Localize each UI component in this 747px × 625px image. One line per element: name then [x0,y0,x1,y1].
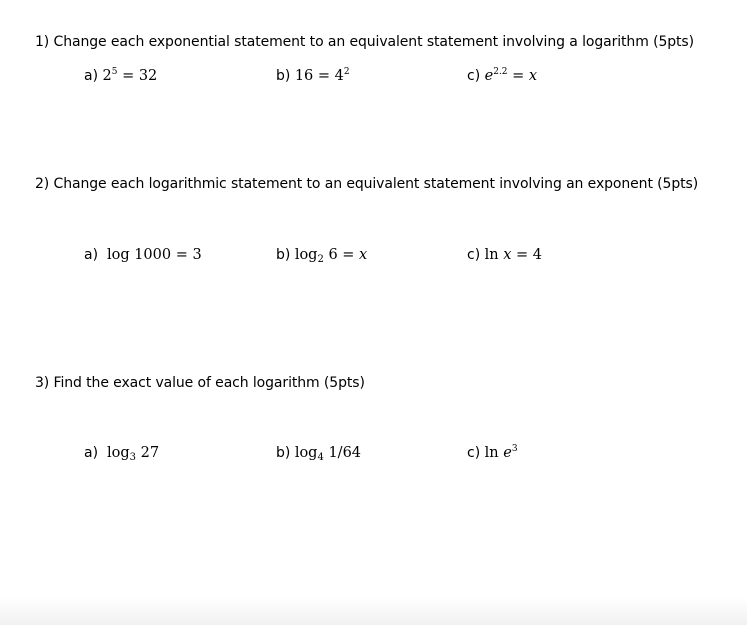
q2-c-fn: ln [484,247,504,263]
q3-item-c [467,445,518,461]
q2-b-rest: 6 = [323,247,360,263]
q2-c-var: x [503,247,512,263]
q1-item-c [467,68,537,84]
q2-a-label: a) [84,247,99,263]
q2-b-fn: log [294,247,318,263]
q3-b-base: 4 [317,452,324,463]
q1-a-rest: = 32 [117,68,158,84]
question-2-title: 2) Change each logarithmic statement to an equivalent statement involving an exponent (5pts) [35,176,699,192]
question-1-title: 1) Change each exponential statement to an equivalent statement involving a logarithm (5pts) [35,34,694,50]
q1-b-label: b) [276,68,291,84]
q3-a-fn: log [106,445,130,461]
q3-c-fn: ln [484,445,504,461]
q2-c-rest: = 4 [511,247,542,263]
q2-a-expression: log 1000 = 3 [106,247,202,263]
q1-b-lhs: 16 = 4 [294,68,344,84]
q3-a-label: a) [84,445,99,461]
q3-c-exponent: 3 [511,444,518,454]
q2-b-var: x [359,247,368,263]
q1-c-label: c) [467,68,481,84]
q1-c-base: e [484,68,494,84]
q3-a-rest: 27 [135,445,160,461]
question-3-title: 3) Find the exact value of each logarithm (5pts) [35,375,365,391]
q3-b-label: b) [276,445,291,461]
q3-b-rest: 1/64 [323,445,362,461]
q2-c-label: c) [467,247,481,263]
q2-item-c [467,247,542,263]
q1-a-exponent: 5 [111,67,118,77]
q1-a-base: 2 [102,68,112,84]
q3-item-b [276,445,361,461]
q3-c-var: e [503,445,512,461]
q2-b-base: 2 [317,254,324,265]
q3-item-a [84,445,159,461]
q1-item-b [276,68,350,84]
q1-c-exponent: 2.2 [493,67,508,77]
q2-item-a [84,247,202,263]
q3-a-base: 3 [129,452,136,463]
q2-item-b [276,247,367,263]
q1-b-exponent: 2 [343,67,350,77]
q2-b-label: b) [276,247,291,263]
q1-item-a [84,68,157,84]
page-bottom-shade [0,597,747,625]
q3-b-fn: log [294,445,318,461]
q3-c-label: c) [467,445,481,461]
q1-c-rest: = [507,68,529,84]
q1-c-var: x [528,68,538,84]
q1-a-label: a) [84,68,99,84]
